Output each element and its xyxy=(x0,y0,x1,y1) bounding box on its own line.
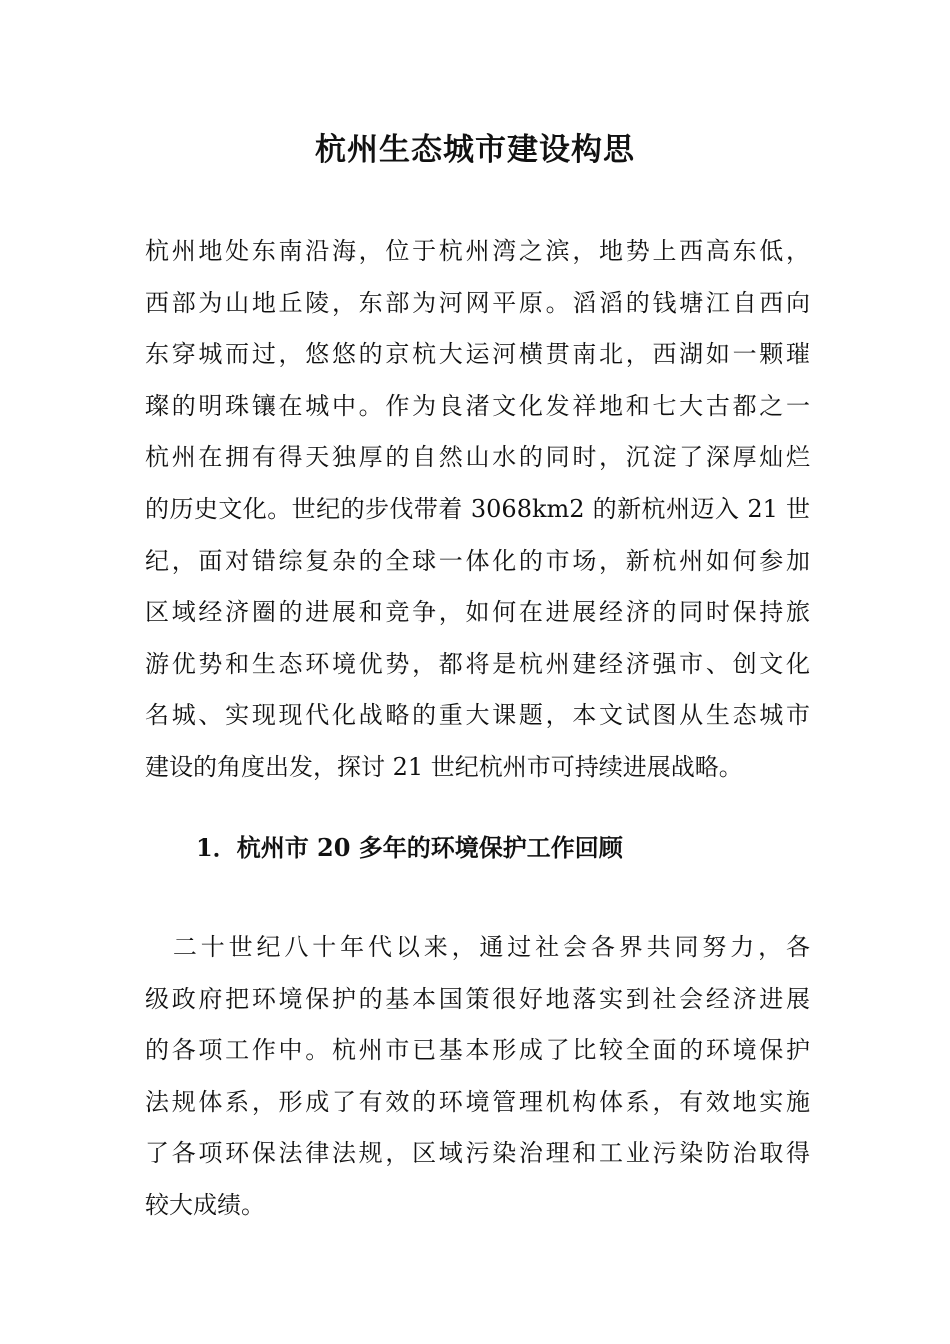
document-title: 杭州生态城市建设构思 xyxy=(315,132,635,168)
paragraph-line: 的各项工作中。杭州市已基本形成了比较全面的环境保护 xyxy=(145,1036,810,1065)
paragraph-line: 区域经济圈的进展和竞争，如何在进展经济的同时保持旅 xyxy=(145,598,810,627)
paragraph-line: 了各项环保法律法规，区域污染治理和工业污染防治取得 xyxy=(145,1139,810,1168)
paragraph-line: 的历史文化。世纪的步伐带着 3068km2 的新杭州迈入 21 世 xyxy=(145,494,810,523)
paragraph-line: 东穿城而过，悠悠的京杭大运河横贯南北，西湖如一颗璀 xyxy=(145,340,810,369)
paragraph-line: 游优势和生态环境优势，都将是杭州建经济强市、创文化 xyxy=(145,649,810,678)
paragraph-line: 较大成绩。 xyxy=(145,1190,265,1219)
paragraph-line: 杭州地处东南沿海，位于杭州湾之滨，地势上西高东低， xyxy=(145,237,810,265)
paragraph-line: 二十世纪八十年代以来，通过社会各界共同努力，各 xyxy=(145,933,810,961)
intro-paragraph xyxy=(145,226,810,794)
paragraph-line: 法规体系，形成了有效的环境管理机构体系，有效地实施 xyxy=(145,1087,810,1116)
paragraph-line: 建设的角度出发，探讨 21 世纪杭州市可持续进展战略。 xyxy=(145,752,743,781)
paragraph-line: 级政府把环境保护的基本国策很好地落实到社会经济进展 xyxy=(145,984,810,1013)
paragraph-line: 名城、实现现代化战略的重大课题，本文试图从生态城市 xyxy=(145,701,810,730)
section-heading: 1．杭州市 20 多年的环境保护工作回顾 xyxy=(196,833,623,862)
paragraph-line: 纪，面对错综复杂的全球一体化的市场，新杭州如何参加 xyxy=(145,546,810,575)
paragraph-line: 璨的明珠镶在城中。作为良渚文化发祥地和七大古都之一 xyxy=(145,391,810,420)
section-paragraph xyxy=(145,922,810,1232)
paragraph-line: 杭州在拥有得天独厚的自然山水的同时，沉淀了深厚灿烂 xyxy=(145,443,810,472)
paragraph-line: 西部为山地丘陵，东部为河网平原。滔滔的钱塘江自西向 xyxy=(145,288,810,317)
